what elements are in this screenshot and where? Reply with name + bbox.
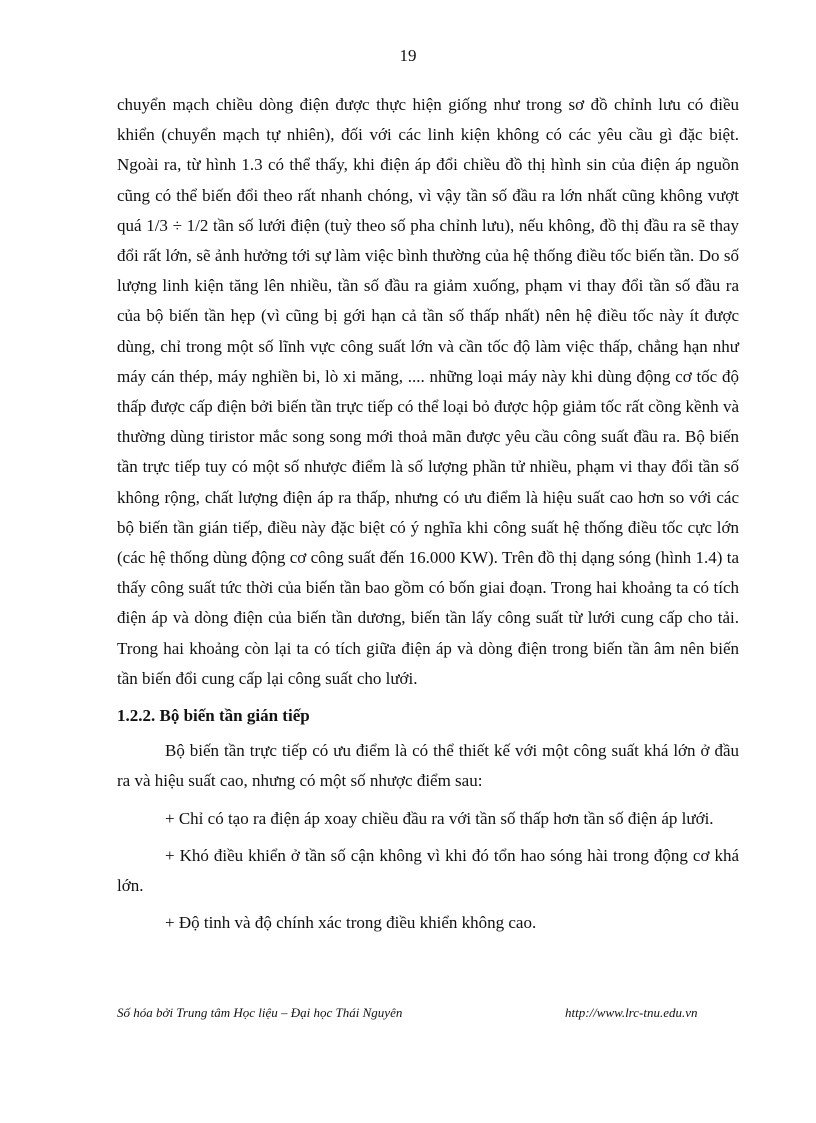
list-item: + Độ tinh và độ chính xác trong điều khiển không cao.	[165, 913, 537, 933]
document-body	[117, 90, 739, 938]
body-paragraph: chuyển mạch chiều dòng điện được thực hiện giống như trong sơ đồ chỉnh lưu có điều khiển (chuyển mạch tự nhiên), đối với các linh kiện không có các yêu cầu gì đặc biệt. Ngoài ra, từ hình 1.3 có thể thấy, khi điện áp đổi chiều đồ thị hình sin của điện áp nguồn cũng có thể biến đổi theo rất nhanh chóng, vì vậy tần số đầu ra lớn nhất cũng không vượt quá 1/3 ÷ 1/2 tần số lưới điện (tuỳ theo số pha chỉnh lưu), nếu không, đồ thị đầu ra sẽ thay đổi rất lớn, sẽ ảnh hưởng tới sự làm việc bình thường của hệ thống điều tốc biến tần. Do số lượng linh kiện tăng lên nhiều, tần số đầu ra giảm xuống, phạm vi thay đổi tần số đầu ra của bộ biến tần hẹp (vì cũng bị gới hạn cả tần số thấp nhất) nên hệ điều tốc này ít được dùng, chỉ trong một số lĩnh vực công suất lớn và cần tốc độ làm việc thấp, chẳng hạn như máy cán thép, máy nghiền bi, lò xi măng, .... những loại máy này khi dùng động cơ tốc độ thấp được cấp điện bởi biến tần trực tiếp có thể loại bỏ được hộp giảm tốc rất cồng kềnh và thường dùng tiristor mắc song song mới thoả mãn được yêu cầu công suất đầu ra. Bộ biến tần trực tiếp tuy có một số nhược điểm là số lượng phần tử nhiều, phạm vi thay đổi tần số không rộng, chất lượng điện áp ra thấp, nhưng có ưu điểm là hiệu suất cao hơn so với các bộ biến tần gián tiếp, điều này đặc biệt có ý nghĩa khi công suất hệ thống điều tốc cực lớn (các hệ thống dùng động cơ công suất đến 16.000 KW). Trên đồ thị dạng sóng (hình 1.4) ta thấy công suất tức thời của biến tần bao gồm có bốn giai đoạn. Trong hai khoảng ta có tích điện áp và dòng điện của biến tần dương, biến tần lấy công suất từ lưới cung cấp cho tải. Trong hai khoảng còn lại ta có tích giữa điện áp và dòng điện trong biến tần âm nên biến tần biến đổi cung cấp lại công suất cho lưới.	[117, 95, 739, 688]
section-heading: 1.2.2. Bộ biến tần gián tiếp	[117, 706, 310, 726]
footer-url: http://www.lrc-tnu.edu.vn	[565, 1005, 698, 1020]
footer-source: Số hóa bởi Trung tâm Học liệu – Đại học Thái Nguyên	[117, 1005, 403, 1020]
list-item: + Khó điều khiển ở tần số cận không vì khi đó tổn hao sóng hài trong động cơ khá lớn.	[117, 845, 739, 896]
page-number: 19	[399, 46, 417, 65]
section-intro-paragraph: Bộ biến tần trực tiếp có ưu điểm là có thể thiết kế với một công suất khá lớn ở đầu ra và hiệu suất cao, nhưng có một số nhược điểm sau:	[117, 741, 739, 791]
list-item: + Chỉ có tạo ra điện áp xoay chiều đầu ra với tần số thấp hơn tần số điện áp lưới.	[165, 808, 714, 828]
